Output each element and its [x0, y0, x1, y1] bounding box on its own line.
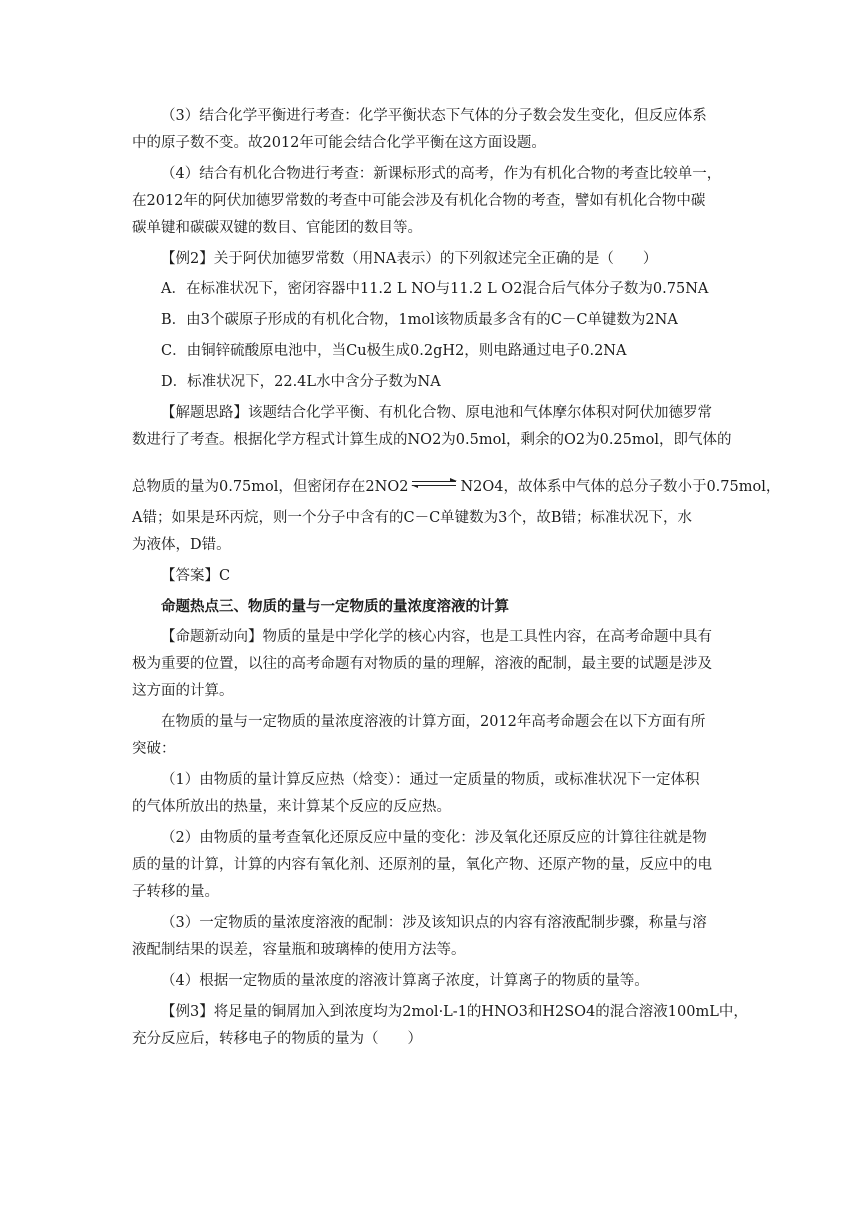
solution-text: 总物质的量为0.75mol，但密闭存在2NO2	[132, 479, 409, 495]
example-3-question: 【例3】将足量的铜屑加入到浓度均为2mol·L-1的HNO3和H2SO4的混合溶液100mL中，	[161, 1004, 748, 1020]
paragraph-line: 质的量的计算，计算的内容有氧化剂、还原剂的量，氧化产物、还原产物的量，反应中的电	[132, 857, 712, 873]
answer: 【答案】C	[161, 568, 231, 584]
example-3-question: 充分反应后，转移电子的物质的量为（ ）	[132, 1031, 422, 1047]
solution-line	[132, 477, 780, 497]
example-2-question: 【例2】关于阿伏加德罗常数（用NA表示）的下列叙述完全正确的是（ ）	[161, 251, 658, 267]
paragraph-line: 碳单键和碳碳双键的数目、官能团的数目等。	[132, 220, 422, 236]
option-c: C．由铜锌硫酸原电池中，当Cu极生成0.2gH2，则电路通过电子0.2NA	[161, 343, 627, 359]
paragraph-line: 子转移的量。	[132, 884, 219, 900]
paragraph-line: 的气体所放出的热量，来计算某个反应的反应热。	[132, 799, 451, 815]
paragraph-line: 中的原子数不变。故2012年可能会结合化学平衡在这方面设题。	[132, 135, 546, 151]
equilibrium-arrow-icon	[410, 478, 458, 494]
paragraph-line: （3）一定物质的量浓度溶液的配制：涉及该知识点的内容有溶液配制步骤，称量与溶	[161, 915, 707, 931]
option-a: A．在标准状况下，密闭容器中11.2 L NO与11.2 L O2混合后气体分子数为0.75NA	[161, 281, 709, 297]
option-b: B．由3个碳原子形成的有机化合物，1mol该物质最多含有的C－C单键数为2NA	[161, 312, 678, 328]
solution-line: 【解题思路】该题结合化学平衡、有机化合物、原电池和气体摩尔体积对阿伏加德罗常	[161, 405, 712, 421]
paragraph-line: 突破：	[132, 741, 176, 757]
paragraph-line: 在物质的量与一定物质的量浓度溶液的计算方面，2012年高考命题会在以下方面有所	[161, 714, 706, 730]
solution-text: N2O4，故体系中气体的总分子数小于0.75mol，	[460, 479, 781, 495]
paragraph-line: （2）由物质的量考查氧化还原反应中量的变化：涉及氧化还原反应的计算往往就是物	[161, 830, 707, 846]
solution-line: 为液体，D错。	[132, 537, 231, 553]
paragraph-line: 在2012年的阿伏加德罗常数的考查中可能会涉及有机化合物的考查，譬如有机化合物中碳	[132, 193, 706, 209]
section-heading: 命题热点三、物质的量与一定物质的量浓度溶液的计算	[161, 598, 509, 615]
paragraph-line: 极为重要的位置，以往的高考命题有对物质的量的理解，溶液的配制，最主要的试题是涉及	[132, 656, 712, 672]
paragraph-line: （1）由物质的量计算反应热（焓变）：通过一定质量的物质，或标准状况下一定体积	[161, 772, 700, 788]
solution-line: A错；如果是环丙烷，则一个分子中含有的C－C单键数为3个，故B错；标准状况下，水	[132, 510, 693, 526]
paragraph-line: 液配制结果的误差，容量瓶和玻璃棒的使用方法等。	[132, 942, 466, 958]
paragraph-line: 【命题新动向】物质的量是中学化学的核心内容，也是工具性内容，在高考命题中具有	[161, 629, 712, 645]
paragraph-line: （3）结合化学平衡进行考查：化学平衡状态下气体的分子数会发生变化，但反应体系	[161, 108, 707, 124]
solution-line: 数进行了考查。根据化学方程式计算生成的NO2为0.5mol，剩余的O2为0.25mol，即气体的	[132, 432, 732, 448]
paragraph-line: （4）结合有机化合物进行考查：新课标形式的高考，作为有机化合物的考查比较单一，	[161, 166, 722, 182]
paragraph-line: 这方面的计算。	[132, 683, 234, 699]
paragraph-line: （4）根据一定物质的量浓度的溶液计算离子浓度，计算离子的物质的量等。	[161, 973, 649, 989]
option-d: D．标准状况下，22.4L水中含分子数为NA	[161, 374, 441, 390]
